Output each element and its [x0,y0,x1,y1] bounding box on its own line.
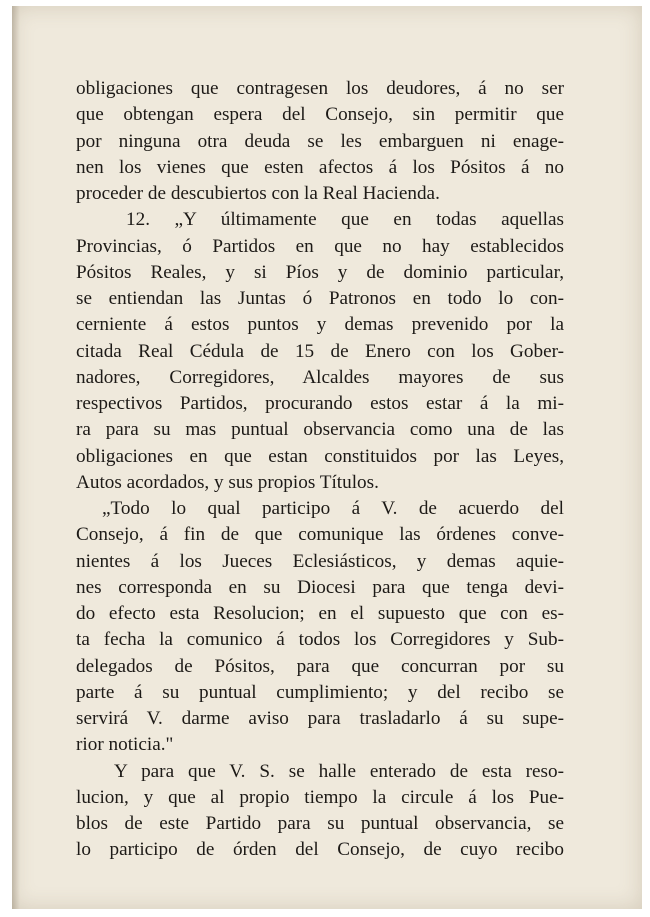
text-line: servirá V. darme aviso para trasladarlo á su supe- [76,708,564,729]
paragraph-number-line: 12. „Y últimamente que en todas aquellas [126,209,564,231]
text-line: que obtengan espera del Consejo, sin permitir que [76,104,564,126]
text-line: nientes á los Jueces Eclesiásticos, y demas aquie- [76,550,564,572]
text-line: por ninguna otra deuda se les embarguen ni enage- [76,130,564,152]
paragraph-start-line: „Todo lo qual participo á V. de acuerdo del [102,498,564,519]
text-line: rior noticia." [76,734,174,756]
text-line: Provincias, ó Partidos en que no hay establecidos [76,235,564,257]
text-line: se entiendan las Juntas ó Patronos en todo lo con- [76,288,564,309]
text-line: cerniente á estos puntos y demas prevenido por la [76,314,564,336]
text-line: Pósitos Reales, y si Píos y de dominio particular, [76,261,564,283]
scanned-page [12,6,642,909]
text-line: do efecto esta Resolucion; en el supuesto que con es- [76,603,564,624]
text-line: nen los vienes que esten afectos á los Pósitos á no [76,156,564,178]
text-line: ta fecha la comunico á todos los Corregidores y Sub- [76,629,564,651]
body-text [76,76,564,864]
text-line: obligaciones que contragesen los deudores, á no ser [76,78,564,99]
paragraph-start-line: Y para que V. S. se halle enterado de esta reso- [114,760,564,782]
text-line: parte á su puntual cumplimiento; y del recibo se [76,681,564,703]
text-line: delegados de Pósitos, para que concurran por su [76,655,564,677]
text-line: blos de este Partido para su puntual observancia, se [76,813,564,834]
text-line: proceder de descubiertos con la Real Hacienda. [76,183,440,204]
text-line: nadores, Corregidores, Alcaldes mayores de sus [76,366,564,388]
text-line: lucion, y que al propio tiempo la circule á los Pue- [76,786,564,808]
text-line: lo participo de órden del Consejo, de cuyo recibo [76,839,564,861]
text-line: ra para su mas puntual observancia como una de las [76,419,564,441]
text-line: respectivos Partidos, procurando estos estar á la mi- [76,393,564,414]
text-line: citada Real Cédula de 15 de Enero con los Gober- [76,340,564,362]
text-line: Autos acordados, y sus propios Títulos. [76,471,379,493]
text-line: Consejo, á fin de que comunique las órdenes conve- [76,524,564,546]
text-line: nes corresponda en su Diocesi para que tenga devi- [76,576,564,598]
text-line: obligaciones en que estan constituidos por las Leyes, [76,445,564,467]
